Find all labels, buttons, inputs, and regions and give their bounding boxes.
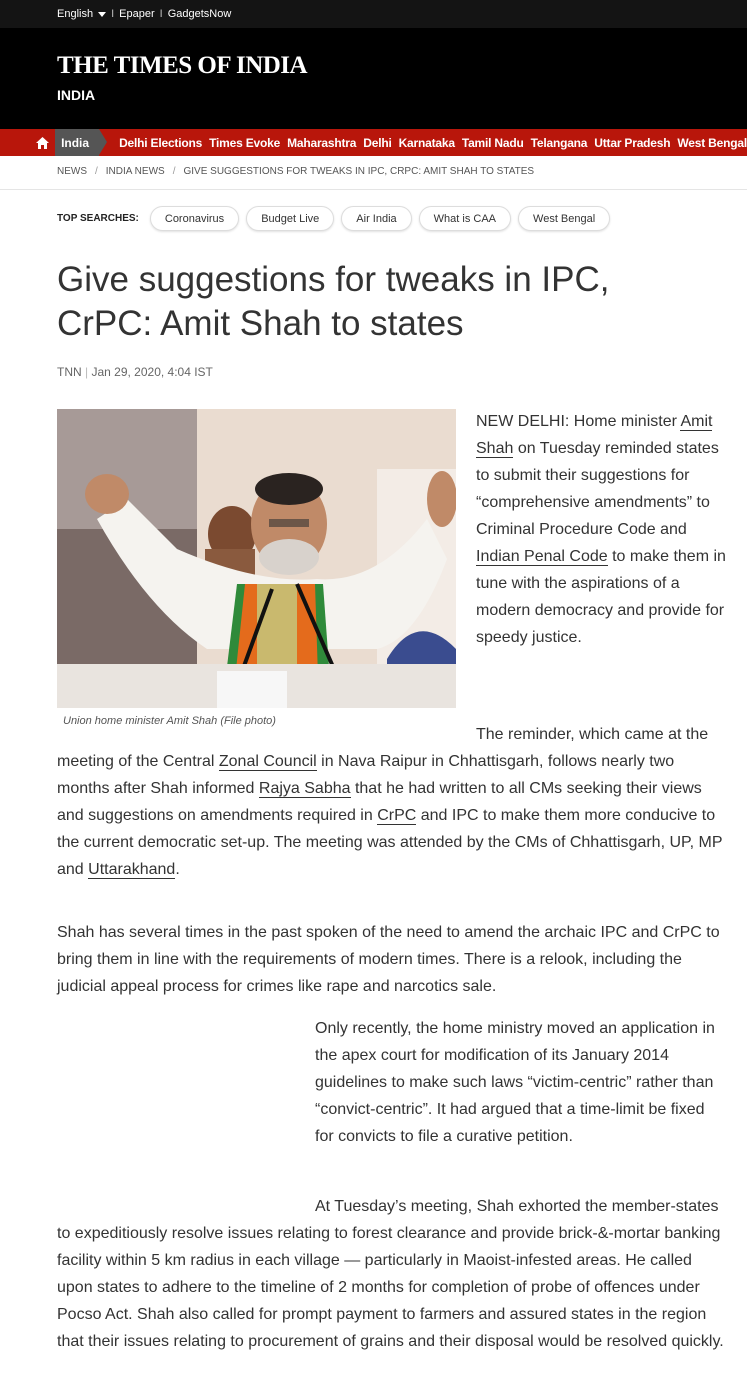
main-nav [0, 129, 747, 156]
nav-item-karnataka[interactable]: Karnataka [398, 135, 455, 150]
byline-source: TNN [57, 365, 82, 379]
nav-item-tamil-nadu[interactable]: Tamil Nadu [461, 135, 524, 150]
nav-item-maharashtra[interactable]: Maharashtra [287, 135, 357, 150]
article-photo [57, 409, 456, 708]
article-paragraph-1: NEW DELHI: Home minister Amit Shah on Tuesday reminded states to submit their suggestions for “comprehensive amendments” to Criminal Procedure Code and Indian Penal Code to make them in tune with the aspirations of a modern democracy and provide for speedy justice. [476, 413, 726, 646]
nav-item-delhi[interactable]: Delhi [363, 135, 392, 150]
byline-date: Jan 29, 2020, 4:04 IST [91, 365, 213, 379]
search-chip-coronavirus[interactable]: Coronavirus [150, 206, 239, 231]
nav-item-india[interactable]: India [55, 129, 99, 156]
language-label: English [57, 8, 94, 20]
search-chip-what-is-caa[interactable]: What is CAA [419, 206, 511, 231]
link-amit-shah[interactable]: Amit Shah [476, 413, 713, 457]
article-paragraph-2: The reminder, which came at the meeting of the Central Zonal Council in Nava Raipur in Chhattisgarh, follows nearly two months after Shah informed Rajya Sabha that he had written to all CMs seeking their views and suggestions on amendments required in CrPC and IPC to make them more conducive to the current democratic set-up. The meeting was attended by the CMs of Chhattisgarh, UP, MP and Uttarakhand. [57, 726, 723, 878]
nav-item-times-evoke[interactable]: Times Evoke [209, 135, 281, 150]
article-paragraph-5: At Tuesday’s meeting, Shah exhorted the member-states to expeditiously resolve issues relating to forest clearance and provide brick-&-mortar banking facility within 5 km radius in each village — particularly in Maoist-infested areas. He called upon states to adhere to the timeline of 2 months for completion of probe of offences under Pocso Act. Shah also called for prompt payment to farmers and assured states in the region that their issues relating to procurement of grains and their disposal would be resolved quickly. [57, 1198, 724, 1350]
nav-item-west-bengal[interactable]: West Bengal [677, 135, 747, 150]
link-crpc[interactable]: CrPC [377, 807, 417, 824]
divider [0, 189, 747, 190]
edition-label[interactable]: INDIA [57, 87, 96, 103]
language-selector[interactable] [57, 8, 106, 20]
byline: TNN | Jan 29, 2020, 4:04 IST [57, 365, 213, 379]
link-zonal-council[interactable]: Zonal Council [218, 753, 317, 770]
article-paragraph-4: Only recently, the home ministry moved an application in the apex court for modification of its January 2014 guidelines to make such laws “victim-centric” rather than “convict-centric”. It had argued that a time-limit be fixed for convicts to file a curative petition. [315, 1020, 715, 1145]
caret-down-icon [98, 12, 106, 17]
masthead [0, 28, 747, 129]
link-uttarakhand[interactable]: Uttarakhand [88, 861, 176, 878]
epaper-link[interactable]: Epaper [119, 8, 155, 20]
utility-bar: English I Epaper I GadgetsNow [0, 0, 747, 28]
link-indian-penal-code[interactable]: Indian Penal Code [476, 548, 608, 565]
breadcrumb-current: GIVE SUGGESTIONS FOR TWEAKS IN IPC, CRPC: AMIT SHAH TO STATES [183, 166, 535, 177]
home-button[interactable] [0, 129, 53, 156]
search-chip-air-india[interactable]: Air India [341, 206, 411, 231]
article-headline: Give suggestions for tweaks in IPC, CrPC: Amit Shah to states [57, 260, 610, 343]
breadcrumb-news[interactable]: NEWS [57, 166, 87, 177]
home-icon [36, 137, 49, 149]
breadcrumb: NEWS / INDIA NEWS / GIVE SUGGESTIONS FOR TWEAKS IN IPC, CRPC: AMIT SHAH TO STATES [57, 166, 535, 177]
site-logo[interactable]: THE TIMES OF INDIA [57, 52, 308, 79]
search-chip-budget-live[interactable]: Budget Live [246, 206, 334, 231]
link-rajya-sabha[interactable]: Rajya Sabha [258, 780, 351, 797]
top-searches [57, 206, 617, 231]
top-searches-label: TOP SEARCHES: [57, 213, 139, 224]
nav-item-delhi-elections[interactable]: Delhi Elections [119, 135, 203, 150]
search-chip-west-bengal[interactable]: West Bengal [518, 206, 610, 231]
amit-shah-photo [57, 409, 456, 708]
article-paragraph-3: Shah has several times in the past spoken of the need to amend the archaic IPC and CrPC to bring them in line with the requirements of modern times. There is a relook, including the judicial appeal process for crimes like rape and narcotics sale. [57, 924, 720, 995]
photo-caption: Union home minister Amit Shah (File photo) [63, 715, 276, 727]
nav-item-uttar-pradesh[interactable]: Uttar Pradesh [594, 135, 671, 150]
gadgetsnow-link[interactable]: GadgetsNow [167, 8, 232, 20]
breadcrumb-india-news[interactable]: INDIA NEWS [105, 166, 165, 177]
nav-item-telangana[interactable]: Telangana [530, 135, 588, 150]
